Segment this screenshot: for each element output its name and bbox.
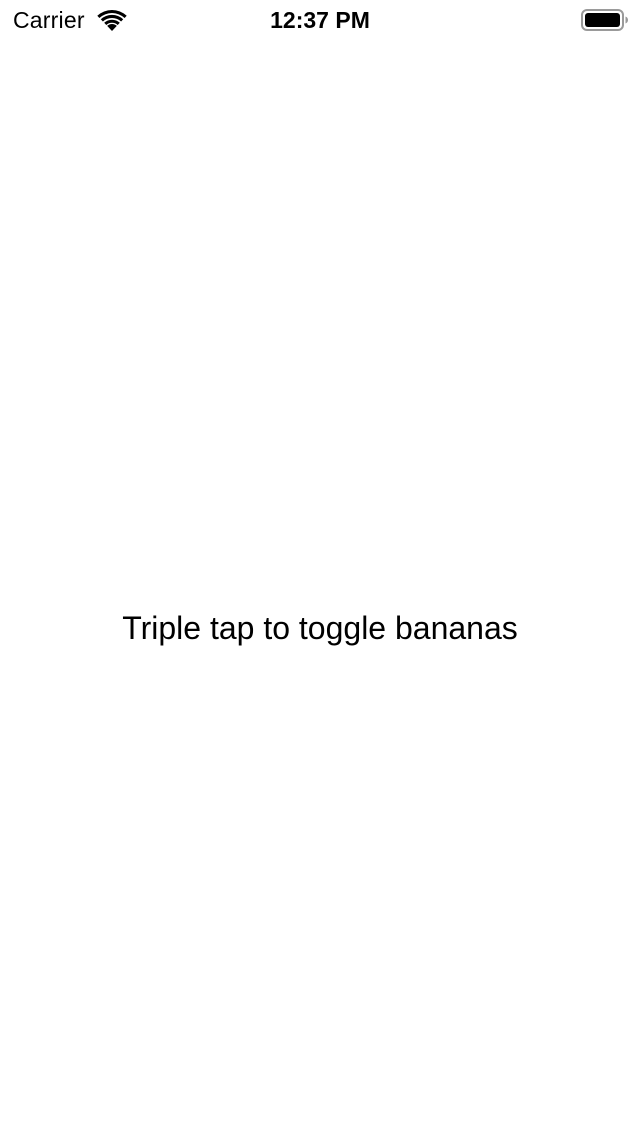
status-time: 12:37 PM bbox=[270, 7, 370, 33]
carrier-group bbox=[13, 6, 129, 34]
battery-icon bbox=[581, 9, 629, 31]
status-bar bbox=[0, 0, 640, 40]
wifi-icon bbox=[95, 7, 129, 33]
triple-tap-prompt: Triple tap to toggle bananas bbox=[122, 610, 518, 646]
tap-area[interactable] bbox=[0, 40, 640, 1136]
carrier-label: Carrier bbox=[13, 7, 85, 33]
